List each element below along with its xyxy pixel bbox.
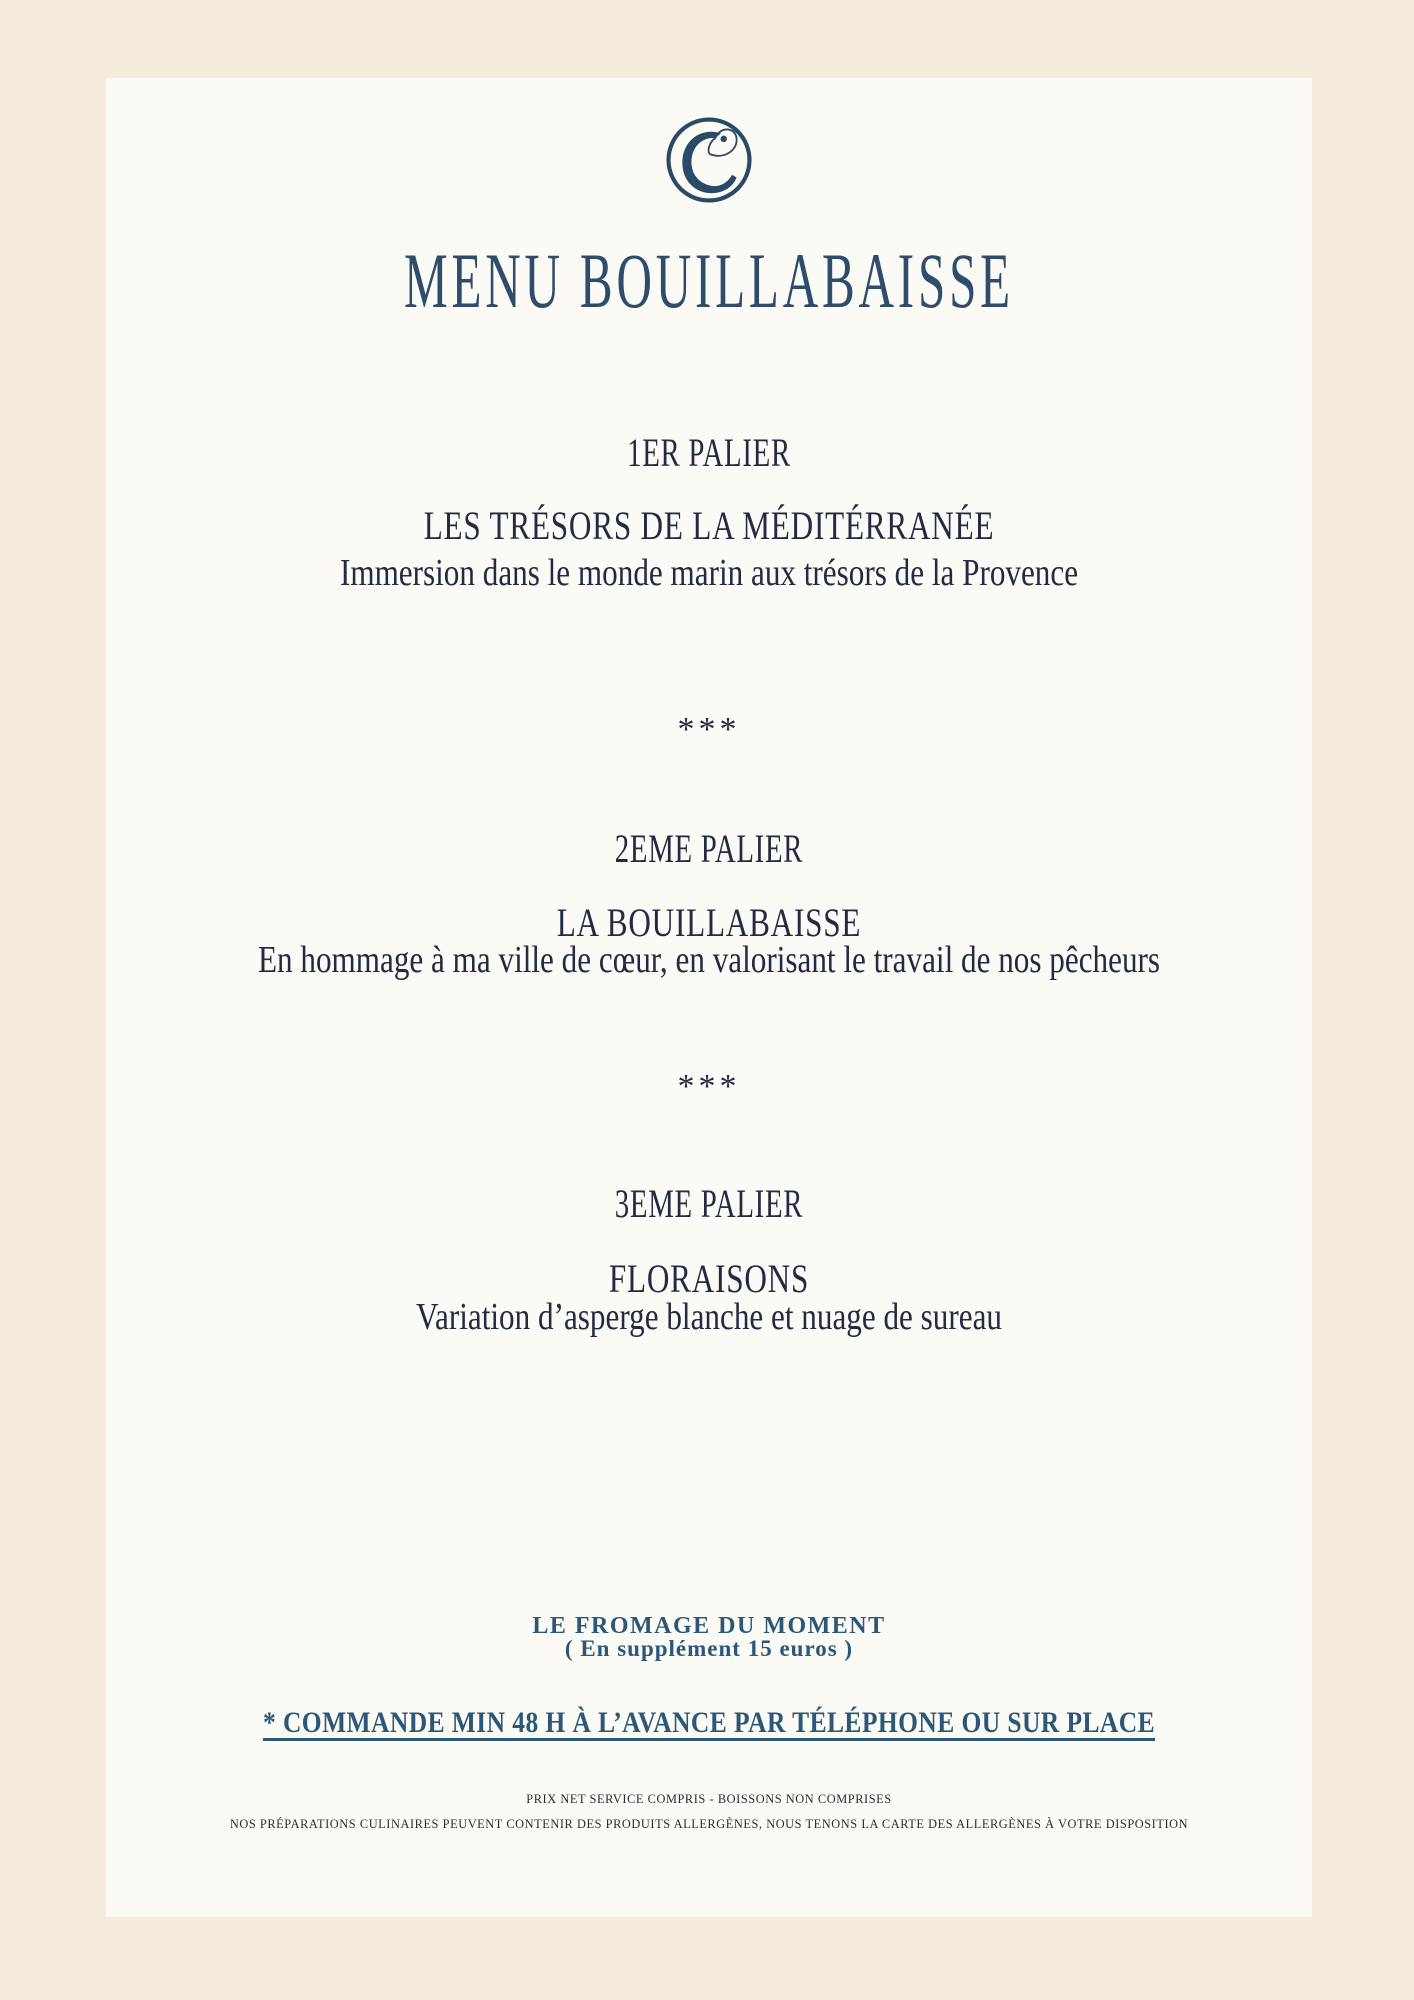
course-1-dish-name: LES TRÉSORS DE LA MÉDITÉRRANÉE: [423, 503, 995, 548]
footer-line-1: PRIX NET SERVICE COMPRIS - BOISSONS NON COMPRISES: [526, 1791, 892, 1806]
course-3-palier-label: 3EME PALIER: [614, 1181, 804, 1226]
course-3-description: Variation d’asperge blanche et nuage de sureau: [415, 1296, 1003, 1338]
supplement-title: LE FROMAGE DU MOMENT: [532, 1613, 886, 1639]
course-separator-1: ***: [677, 711, 741, 748]
course-3-dish-name: FLORAISONS: [608, 1256, 810, 1301]
order-advance-note: * COMMANDE MIN 48 H À L’AVANCE PAR TÉLÉPHONE OU SUR PLACE: [262, 1706, 1156, 1739]
logo-container: [106, 114, 1312, 211]
supplement-price: ( En supplément 15 euros ): [564, 1636, 854, 1661]
course-2-description: En hommage à ma ville de cœur, en valorisant le travail de nos pêcheurs: [257, 939, 1161, 981]
course-2-dish-name: LA BOUILLABAISSE: [556, 900, 862, 945]
course-1-palier-label: 1ER PALIER: [627, 430, 791, 475]
footer-line-2: NOS PRÉPARATIONS CULINAIRES PEUVENT CONTENIR DES PRODUITS ALLERGÈNES, NOUS TENONS LA CARTE DES ALLERGÈNES À VOTRE DISPOSITION: [229, 1816, 1189, 1831]
restaurant-monogram-icon: [663, 114, 755, 206]
menu-card: [106, 78, 1312, 1917]
course-2-palier-label: 2EME PALIER: [614, 826, 804, 871]
course-separator-2: ***: [677, 1068, 741, 1105]
menu-title: MENU BOUILLABAISSE: [404, 237, 1014, 324]
course-1-description: Immersion dans le monde marin aux trésors de la Provence: [339, 552, 1079, 594]
